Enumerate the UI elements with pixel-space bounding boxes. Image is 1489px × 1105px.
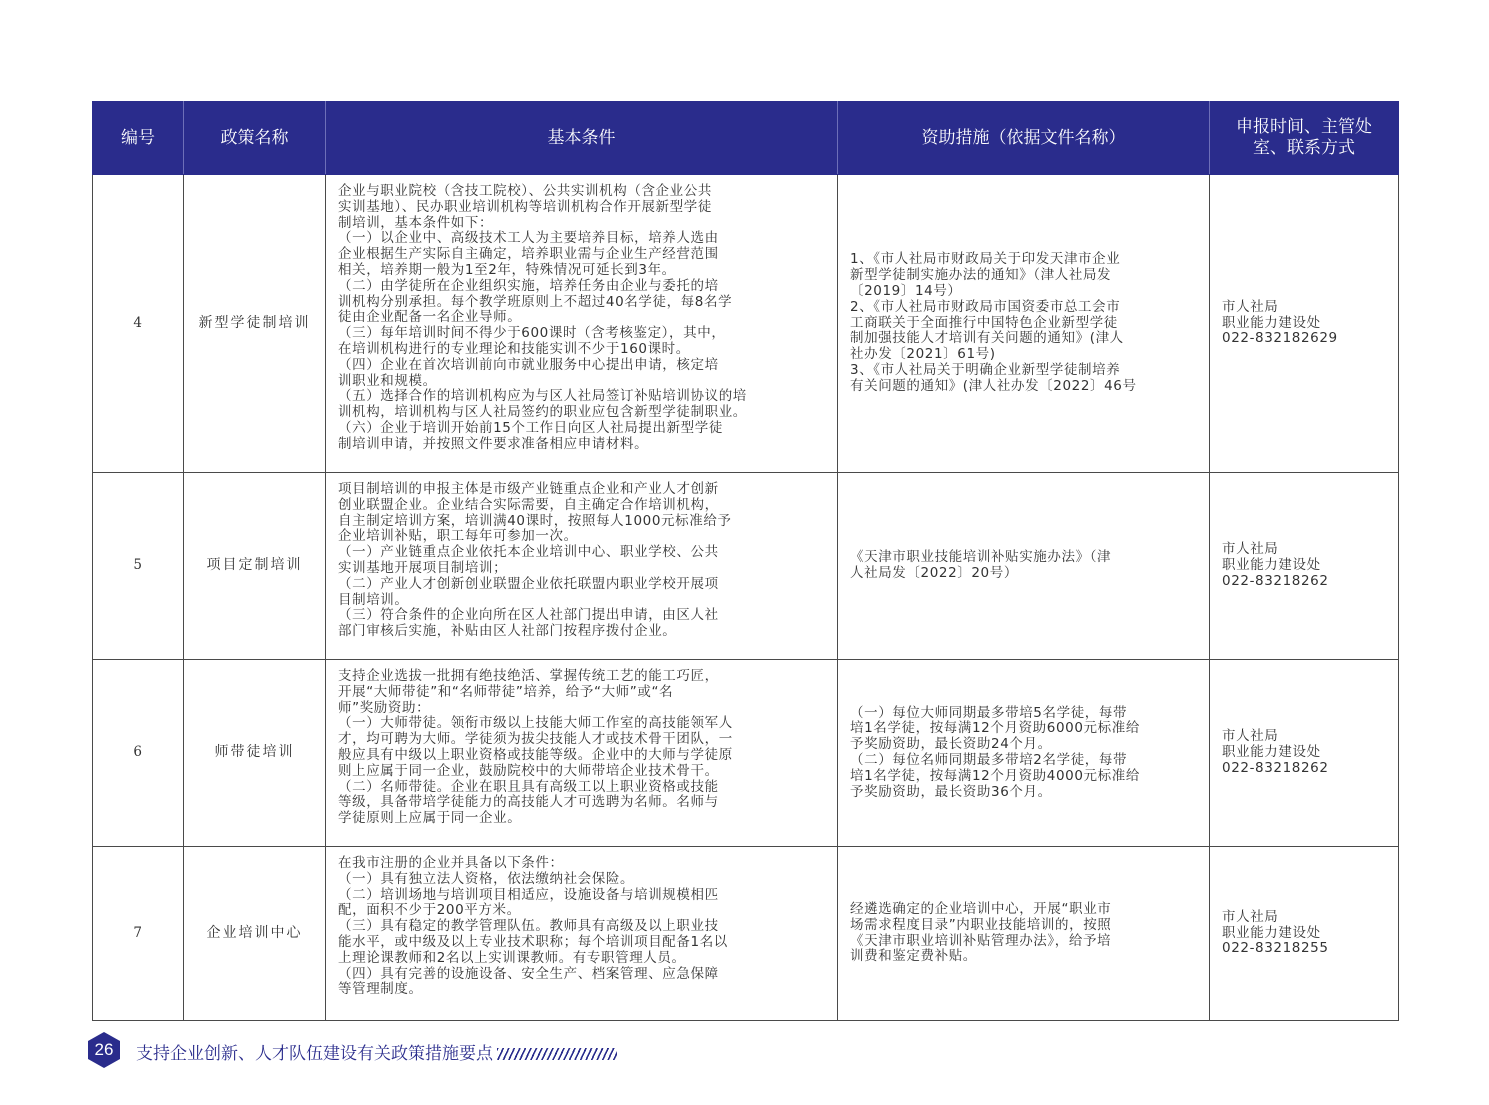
policy-name: 新型学徒制培训	[184, 175, 326, 473]
cell-line: 在培训机构进行的专业理论和技能实训不少于160课时。	[338, 340, 690, 357]
page-badge	[86, 1031, 122, 1069]
funding-measures	[838, 847, 1210, 1021]
table-row	[93, 175, 1399, 473]
cell-line: 企业根据生产实际自主确定，培养职业需与企业生产经营范围	[338, 246, 719, 263]
contact-info	[1210, 175, 1399, 473]
header-policy-name: 政策名称	[184, 102, 326, 175]
cell-line: 师”奖励资助：	[338, 699, 431, 716]
cell-line: 市人社局	[1222, 298, 1279, 315]
cell-line: 有关问题的通知》(津人社办发〔2022〕46号	[850, 377, 1137, 394]
cell-line: 支持企业选拔一批拥有绝技绝活、掌握传统工艺的能工巧匠，	[338, 668, 719, 684]
header-contact: 申报时间、主管处室、联系方式	[1210, 102, 1399, 175]
cell-line: （五）选择合作的培训机构应为与区人社局签订补贴培训协议的培	[338, 388, 747, 405]
cell-line: 训机构，培训机构与区人社局签约的职业应包含新型学徒制职业。	[338, 404, 747, 421]
cell-line: （一）具有独立法人资格，依法缴纳社会保险。	[338, 870, 635, 887]
funding-measures	[838, 660, 1210, 847]
cell-line: 职业能力建设处	[1222, 314, 1321, 331]
cell-line: 市人社局	[1222, 908, 1279, 925]
cell-line: 〔2019〕14号）	[850, 283, 962, 299]
cell-line: （四）企业在首次培训前向市就业服务中心提出申请，核定培	[338, 356, 719, 373]
cell-line: 实训基地开展项目制培训；	[338, 559, 508, 576]
cell-line: 目制培训。	[338, 591, 409, 608]
cell-line: （一）以企业中、高级技术工人为主要培养目标，培养人选由	[338, 230, 719, 247]
cell-line: 予奖励资助，最长资助36个月。	[850, 783, 1052, 800]
cell-line: 等级，具备带培学徒能力的高技能人才可选聘为名师。名师与	[338, 794, 719, 811]
cell-line: 《天津市职业培训补贴管理办法》，给予培	[850, 932, 1112, 949]
table-row	[93, 473, 1399, 660]
cell-line: 市人社局	[1222, 728, 1279, 745]
table-row	[93, 660, 1399, 847]
policy-table	[92, 101, 1399, 1021]
cell-line: 自主制定培训方案，培训满40课时，按照每人1000元标准给予	[338, 512, 732, 529]
contact-info	[1210, 660, 1399, 847]
cell-line: （四）具有完善的设施设备、安全生产、档案管理、应急保障	[338, 965, 719, 982]
cell-line: 训费和鉴定费补贴。	[850, 948, 977, 965]
cell-line: 项目制培训的申报主体是市级产业链重点企业和产业人才创新	[338, 481, 719, 497]
cell-line: （二）培训场地与培训项目相适应，设施设备与培训规模相匹	[338, 886, 719, 903]
basic-conditions	[326, 660, 838, 847]
header-conditions: 基本条件	[326, 102, 838, 175]
cell-line: 才，均可聘为大师。学徒须为拔尖技能人才或技术骨干团队，一	[338, 731, 733, 748]
row-number: 4	[93, 175, 184, 473]
header-row	[93, 102, 1399, 175]
cell-line: 场需求程度目录”内职业技能培训的，按照	[850, 916, 1112, 933]
footer-title: 支持企业创新、人才队伍建设有关政策措施要点	[136, 1044, 493, 1064]
cell-line: 人社局发〔2022〕20号）	[850, 565, 1018, 581]
funding-measures	[838, 175, 1210, 473]
footer-title-wrap	[136, 1039, 617, 1064]
funding-measures	[838, 473, 1210, 660]
cell-line: 022-83218255	[1222, 940, 1329, 957]
cell-line: （三）具有稳定的教学管理队伍。教师具有高级及以上职业技	[338, 918, 719, 935]
cell-line: （六）企业于培训开始前15个工作日向区人社局提出新型学徒	[338, 419, 723, 436]
row-number: 5	[93, 473, 184, 660]
cell-line: （一）大师带徒。领衔市级以上技能大师工作室的高技能领军人	[338, 715, 733, 732]
cell-line: 022-83218262	[1222, 759, 1329, 776]
cell-line: 部门审核后实施，补贴由区人社部门按程序拨付企业。	[338, 623, 677, 640]
header-measures: 资助措施（依据文件名称）	[838, 102, 1210, 175]
cell-line: 社办发〔2021〕61号)	[850, 346, 996, 363]
policy-name: 项目定制培训	[184, 473, 326, 660]
cell-line: 实训基地）、民办职业培训机构等培训机构合作开展新型学徒	[338, 198, 712, 215]
cell-line: （三）符合条件的企业向所在区人社部门提出申请，由区人社	[338, 607, 719, 624]
cell-line: （二）名师带徒。企业在职且具有高级工以上职业资格或技能	[338, 778, 719, 795]
cell-line: 职业能力建设处	[1222, 924, 1321, 941]
cell-line: 职业能力建设处	[1222, 744, 1321, 761]
cell-line: 则上应属于同一企业，鼓励院校中的大师带培企业技术骨干。	[338, 762, 719, 779]
cell-line: 新型学徒制实施办法的通知》（津人社局发	[850, 267, 1112, 284]
basic-conditions	[326, 847, 838, 1021]
cell-line: 制加强技能人才培训有关问题的通知》(津人	[850, 330, 1124, 347]
cell-line: （三）每年培训时间不得少于600课时（含考核鉴定），其中，	[338, 325, 726, 342]
cell-line: （二）产业人才创新创业联盟企业依托联盟内职业学校开展项	[338, 575, 719, 592]
cell-line: （一）产业链重点企业依托本企业培训中心、职业学校、公共	[338, 544, 719, 561]
cell-line: 创业联盟企业。企业结合实际需要，自主确定合作培训机构，	[338, 496, 719, 513]
basic-conditions	[326, 473, 838, 660]
cell-line: 职业能力建设处	[1222, 557, 1321, 574]
cell-line: 022-832182629	[1222, 330, 1338, 347]
cell-line: 徒由企业配备一名企业导师。	[338, 309, 522, 326]
cell-line: 训机构分别承担。每个教学班原则上不超过40名学徒，每8名学	[338, 293, 733, 310]
cell-line: 制培训申请，并按照文件要求准备相应申请材料。	[338, 435, 649, 452]
policy-name: 师带徒培训	[184, 660, 326, 847]
cell-line: 2、《市人社局市财政局市国资委市总工会市	[850, 298, 1121, 315]
cell-line: 企业培训补贴，职工每年可参加一次。	[338, 528, 578, 545]
contact-info	[1210, 473, 1399, 660]
cell-line: 等管理制度。	[338, 981, 423, 998]
cell-line: （二）由学徒所在企业组织实施，培养任务由企业与委托的培	[338, 277, 719, 294]
cell-line: 在我市注册的企业并具备以下条件：	[338, 855, 564, 871]
hatch-stripes-icon	[497, 1048, 617, 1060]
cell-line: 培1名学徒，按每满12个月资助4000元标准给	[850, 767, 1140, 784]
cell-line: 配，面积不少于200平方米。	[338, 902, 521, 919]
cell-line: 1、《市人社局市财政局关于印发天津市企业	[850, 251, 1121, 268]
page-number: 26	[94, 1040, 114, 1059]
cell-line: （二）每位名师同期最多带培2名学徒，每带	[850, 752, 1128, 768]
cell-line: 上理论课教师和2名以上实训课教师。有专职管理人员。	[338, 949, 686, 966]
cell-line: 022-83218262	[1222, 572, 1329, 589]
cell-line: 企业与职业院校（含技工院校）、公共实训机构（含企业公共	[338, 183, 712, 199]
cell-line: 学徒原则上应属于同一企业。	[338, 810, 522, 827]
policy-name: 企业培训中心	[184, 847, 326, 1021]
cell-line: 训职业和规模。	[338, 372, 437, 389]
cell-line: 3、《市人社局关于明确企业新型学徒制培养	[850, 361, 1121, 378]
cell-line: 予奖励资助，最长资助24个月。	[850, 736, 1052, 753]
page-footer	[86, 1031, 686, 1067]
cell-line: 《天津市职业技能培训补贴实施办法》（津	[850, 549, 1112, 566]
basic-conditions	[326, 175, 838, 473]
row-number: 6	[93, 660, 184, 847]
cell-line: 培1名学徒，按每满12个月资助6000元标准给	[850, 720, 1140, 737]
cell-line: 开展“大师带徒”和“名师带徒”培养，给予“大师”或“名	[338, 683, 674, 700]
cell-line: 经遴选确定的企业培训中心，开展“职业市	[850, 900, 1112, 917]
cell-line: 般应具有中级以上职业资格或技能等级。企业中的大师与学徒原	[338, 746, 733, 763]
cell-line: 市人社局	[1222, 541, 1279, 558]
cell-line: 制培训，基本条件如下：	[338, 214, 494, 231]
header-number: 编号	[93, 102, 184, 175]
row-number: 7	[93, 847, 184, 1021]
table-row	[93, 847, 1399, 1021]
cell-line: 工商联关于全面推行中国特色企业新型学徒	[850, 314, 1118, 331]
cell-line: 相关，培养期一般为1至2年，特殊情况可延长到3年。	[338, 261, 676, 278]
contact-info	[1210, 847, 1399, 1021]
cell-line: 能水平，或中级及以上专业技术职称；每个培训项目配备1名以	[338, 933, 728, 950]
cell-line: （一）每位大师同期最多带培5名学徒，每带	[850, 704, 1128, 721]
